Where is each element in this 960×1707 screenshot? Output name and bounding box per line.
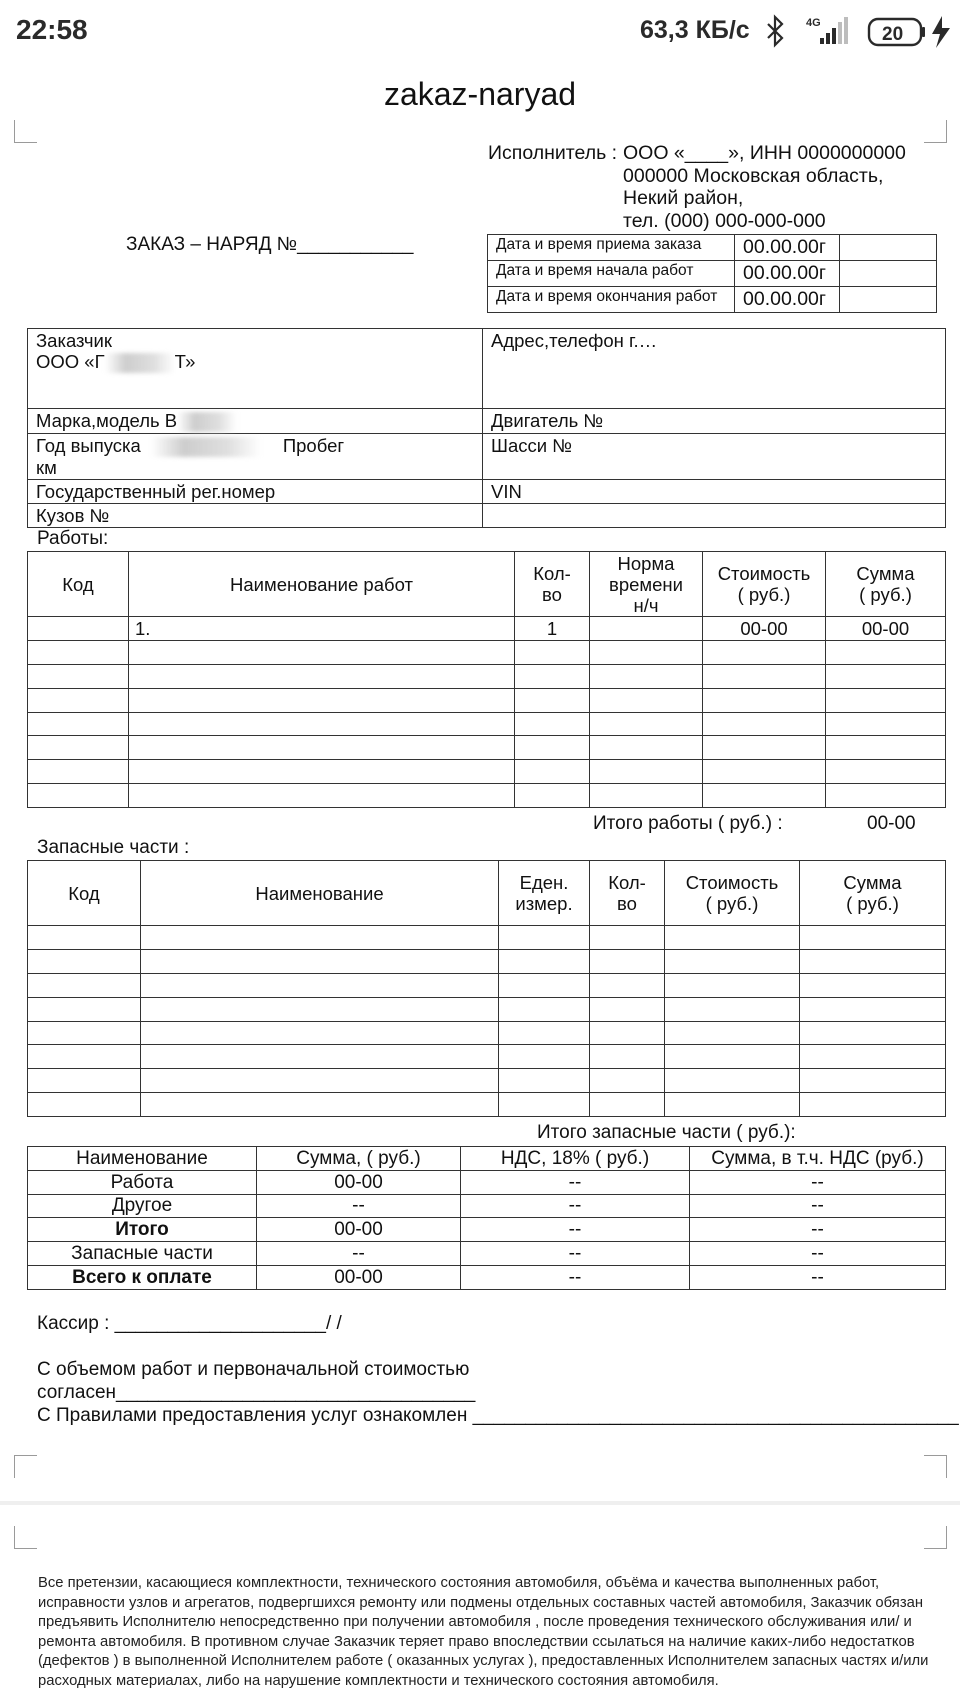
summary-name: Другое (28, 1194, 257, 1218)
summary-sum: -- (257, 1242, 461, 1266)
contractor-block (488, 142, 906, 232)
table-row (28, 1045, 946, 1069)
customer-label: Заказчик (36, 330, 112, 351)
date-value: 00.00.00г (735, 287, 840, 313)
contractor-line4: тел. (000) 000-000-000 (623, 209, 826, 232)
table-row (28, 1021, 946, 1045)
contractor-line1: ООО «____», ИНН 0000000000 (623, 142, 906, 164)
page-divider (0, 1501, 960, 1505)
redacted-blur (177, 412, 237, 432)
cell-code (28, 617, 129, 641)
vin-cell: VIN (483, 480, 946, 504)
table-row (28, 926, 946, 950)
header-code: Код (28, 861, 141, 926)
table-row (28, 617, 946, 641)
redacted-blur (151, 437, 261, 457)
date-extra (840, 235, 937, 261)
table-row (28, 949, 946, 973)
table-row (28, 712, 946, 736)
crop-mark (14, 1526, 37, 1549)
header-qty: Кол- во (590, 861, 665, 926)
summary-total: -- (690, 1218, 946, 1242)
parts-header (28, 861, 946, 926)
document-page (0, 64, 960, 1504)
redacted-blur (105, 353, 175, 373)
table-row (28, 1069, 946, 1093)
cashier-line: Кассир : ____________________/ / (37, 1313, 342, 1334)
works-total-label: Итого работы ( руб.) : (593, 813, 783, 834)
summary-sum: -- (257, 1194, 461, 1218)
make-model-cell: Марка,модель В (28, 409, 483, 434)
contractor-line3: Некий район, (623, 187, 744, 209)
crop-mark (924, 1455, 947, 1478)
cell-cost: 00-00 (703, 617, 826, 641)
parts-label: Запасные части : (37, 837, 190, 858)
summary-vat: -- (461, 1218, 690, 1242)
order-number: ЗАКАЗ – НАРЯД №___________ (126, 234, 414, 255)
date-value: 00.00.00г (735, 235, 840, 261)
document-title: zakaz-naryad (383, 76, 577, 112)
summary-total: -- (690, 1194, 946, 1218)
cell-qty: 1 (515, 617, 590, 641)
summary-sum: 00-00 (257, 1218, 461, 1242)
table-row (28, 1265, 946, 1289)
crop-mark (14, 120, 37, 143)
table-row (28, 1093, 946, 1117)
chassis-cell: Шасси № (483, 434, 946, 480)
summary-table (27, 1146, 946, 1290)
cell-name: 1. (129, 617, 515, 641)
summary-vat: -- (461, 1194, 690, 1218)
year-label: Год выпуска (36, 435, 141, 457)
table-row (28, 760, 946, 784)
table-row (28, 973, 946, 997)
summary-header-name: Наименование (28, 1147, 257, 1171)
body-cell: Кузов № (28, 504, 483, 528)
year-mileage-cell (28, 434, 483, 480)
summary-sum: 00-00 (257, 1170, 461, 1194)
contractor-line2: 000000 Московская область, (623, 164, 884, 187)
charging-icon (932, 16, 950, 48)
date-value: 00.00.00г (735, 261, 840, 287)
parts-table (27, 860, 946, 1117)
header-cost: Стоимость ( руб.) (703, 552, 826, 617)
crop-mark (14, 1455, 37, 1478)
summary-header-vat: НДС, 18% ( руб.) (461, 1147, 690, 1171)
header-code: Код (28, 552, 129, 617)
crop-mark (924, 120, 947, 143)
table-row (28, 688, 946, 712)
works-header (28, 552, 946, 617)
summary-header (28, 1147, 946, 1171)
network-speed: 63,3 КБ/с (640, 16, 750, 44)
table-row (28, 640, 946, 664)
mileage-label: Пробег (282, 435, 345, 457)
svg-text:20: 20 (882, 24, 904, 45)
km-label: км (36, 457, 57, 479)
rules-line: С Правилами предоставления услуг ознакомлен ______________________________________________ (37, 1405, 959, 1426)
svg-text:4G: 4G (806, 17, 821, 29)
date-row (488, 261, 937, 287)
body-extra-cell (483, 504, 946, 528)
summary-vat: -- (461, 1265, 690, 1289)
contractor-label: Исполнитель : (488, 142, 618, 164)
reg-number-cell: Государственный рег.номер (28, 480, 483, 504)
summary-vat: -- (461, 1242, 690, 1266)
header-sum: Сумма ( руб.) (826, 552, 946, 617)
cell-norm (590, 617, 703, 641)
address-cell: Адрес,телефон г.… (483, 329, 946, 409)
parts-total-label: Итого запасные части ( руб.): (537, 1122, 796, 1143)
customer-value: ООО «Г Т» (36, 351, 196, 372)
summary-name: Работа (28, 1170, 257, 1194)
works-total-value: 00-00 (867, 813, 916, 834)
summary-vat: -- (461, 1170, 690, 1194)
header-norm: Норма времени н/ч (590, 552, 703, 617)
header-cost: Стоимость ( руб.) (665, 861, 800, 926)
crop-mark (924, 1526, 947, 1549)
table-row (28, 784, 946, 808)
date-extra (840, 261, 937, 287)
status-icons (762, 12, 952, 52)
date-row (488, 287, 937, 313)
table-row (28, 1242, 946, 1266)
works-label: Работы: (37, 528, 109, 549)
summary-total: -- (690, 1265, 946, 1289)
date-extra (840, 287, 937, 313)
works-table (27, 551, 946, 808)
summary-total: -- (690, 1170, 946, 1194)
header-name: Наименование работ (129, 552, 515, 617)
status-bar (0, 0, 960, 64)
header-unit: Еден. измер. (499, 861, 590, 926)
status-time: 22:58 (16, 14, 88, 45)
summary-total: -- (690, 1242, 946, 1266)
engine-cell: Двигатель № (483, 409, 946, 434)
summary-header-total: Сумма, в т.ч. НДС (руб.) (690, 1147, 946, 1171)
summary-name: Итого (28, 1218, 257, 1242)
table-row (28, 1170, 946, 1194)
table-row (28, 997, 946, 1021)
disclaimer-text: Все претензии, касающиеся комплектности, технического состояния автомобиля, объёма и качества выполненных работ, исправности узлов и агрегатов, подвергшихся ремонту или подмены отдельных составных частей автомобиля, Заказчик обязан предъявить Исполнителю непосредственно при получении автомобиля , после проведения технического обслуживания или/ и ремонта автомобиля. В противном случае Заказчик теряет право впоследствии ссылаться на наличие каких-либо недостатков (дефектов ) в выполненной Исполнителем работе ( оказанных услугах ), предоставленных Исполнителем запасных частях и/или расходных материалах, либо на нарушение комплектности и технического состояния автомобиля. (38, 1575, 929, 1689)
summary-header-sum: Сумма, ( руб.) (257, 1147, 461, 1171)
date-row (488, 235, 937, 261)
agree-line-2: согласен__________________________________ (37, 1382, 476, 1403)
bluetooth-icon (768, 17, 782, 45)
date-label: Дата и время приема заказа (488, 235, 735, 261)
signal-icon (806, 17, 848, 44)
header-qty: Кол- во (515, 552, 590, 617)
header-sum: Сумма ( руб.) (800, 861, 946, 926)
table-row (28, 1194, 946, 1218)
date-label: Дата и время начала работ (488, 261, 735, 287)
summary-sum: 00-00 (257, 1265, 461, 1289)
battery-icon (869, 19, 925, 45)
table-row (28, 736, 946, 760)
table-row (28, 1218, 946, 1242)
customer-cell (28, 329, 483, 409)
client-table (27, 328, 946, 528)
summary-name: Запасные части (28, 1242, 257, 1266)
date-label: Дата и время окончания работ (488, 287, 735, 313)
summary-name: Всего к оплате (28, 1265, 257, 1289)
agree-line-1: С объемом работ и первоначальной стоимостью (37, 1359, 470, 1380)
header-name: Наименование (141, 861, 499, 926)
dates-table (487, 234, 937, 313)
cell-sum: 00-00 (826, 617, 946, 641)
table-row (28, 664, 946, 688)
